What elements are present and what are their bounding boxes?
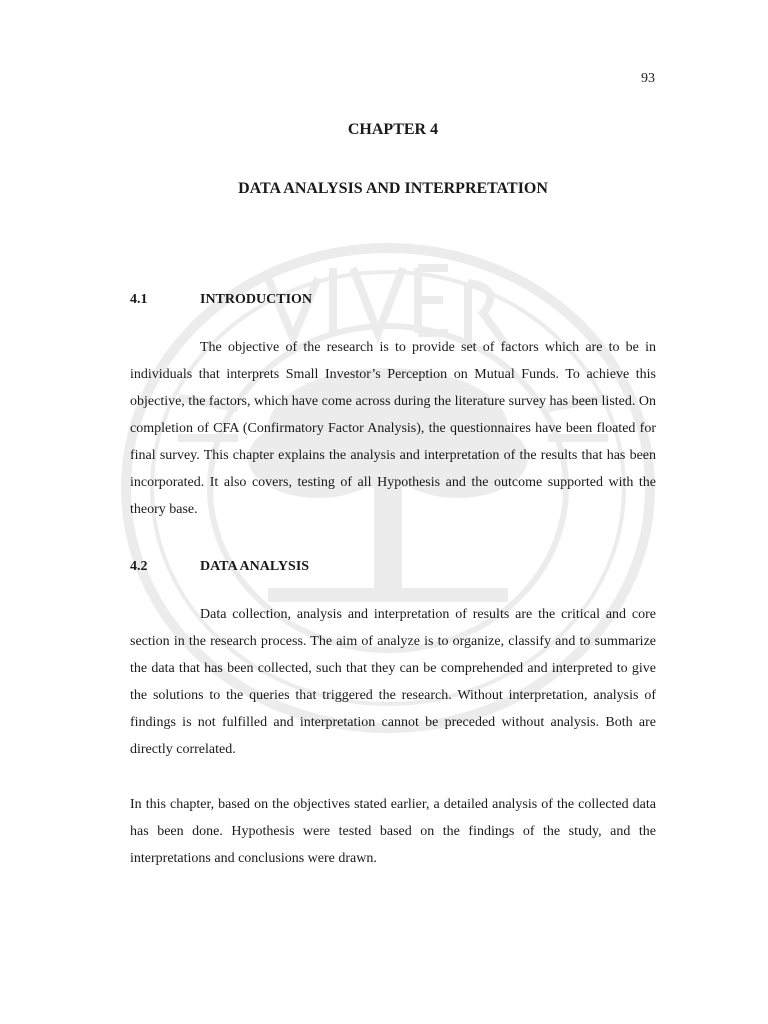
data-analysis-paragraph-1: Data collection, analysis and interpretation of results are the critical and core section in the research process. The aim of analyze is to organize, classify and to summarize the data that has been collected, such that they can be comprehended and interpreted to give the solutions to the queries that triggered the research. Without interpretation, analysis of findings is not fulfilled and interpretation cannot be preceded without analysis. Both are directly correlated. xyxy=(130,607,656,757)
chapter-number: CHAPTER 4 xyxy=(347,121,439,138)
section-number: 4.1 xyxy=(130,292,148,307)
section-number: 4.2 xyxy=(130,559,148,574)
section-heading-data-analysis xyxy=(130,559,309,575)
data-analysis-paragraph-2: In this chapter, based on the objectives stated earlier, a detailed analysis of the collected data has been done. Hypothesis were tested based on the findings of the study, and the interpretations and conclusions were drawn. xyxy=(130,797,656,866)
section-title: DATA ANALYSIS xyxy=(200,559,310,574)
chapter-title: DATA ANALYSIS AND INTERPRETATION xyxy=(238,180,548,197)
introduction-paragraph: The objective of the research is to provide set of factors which are to be in individuals that interprets Small Investor’s Perception on Mutual Funds. To achieve this objective, the factors, which have come across during the literature survey has been listed. On completion of CFA (Confirmatory Factor Analysis), the questionnaires have been floated for final survey. This chapter explains the analysis and interpretation of the results that has been incorporated. It also covers, testing of all Hypothesis and the outcome supported with the theory base. xyxy=(130,340,656,517)
section-heading-introduction xyxy=(130,292,312,308)
section-title: INTRODUCTION xyxy=(200,292,313,307)
page-number: 93 xyxy=(641,71,655,86)
